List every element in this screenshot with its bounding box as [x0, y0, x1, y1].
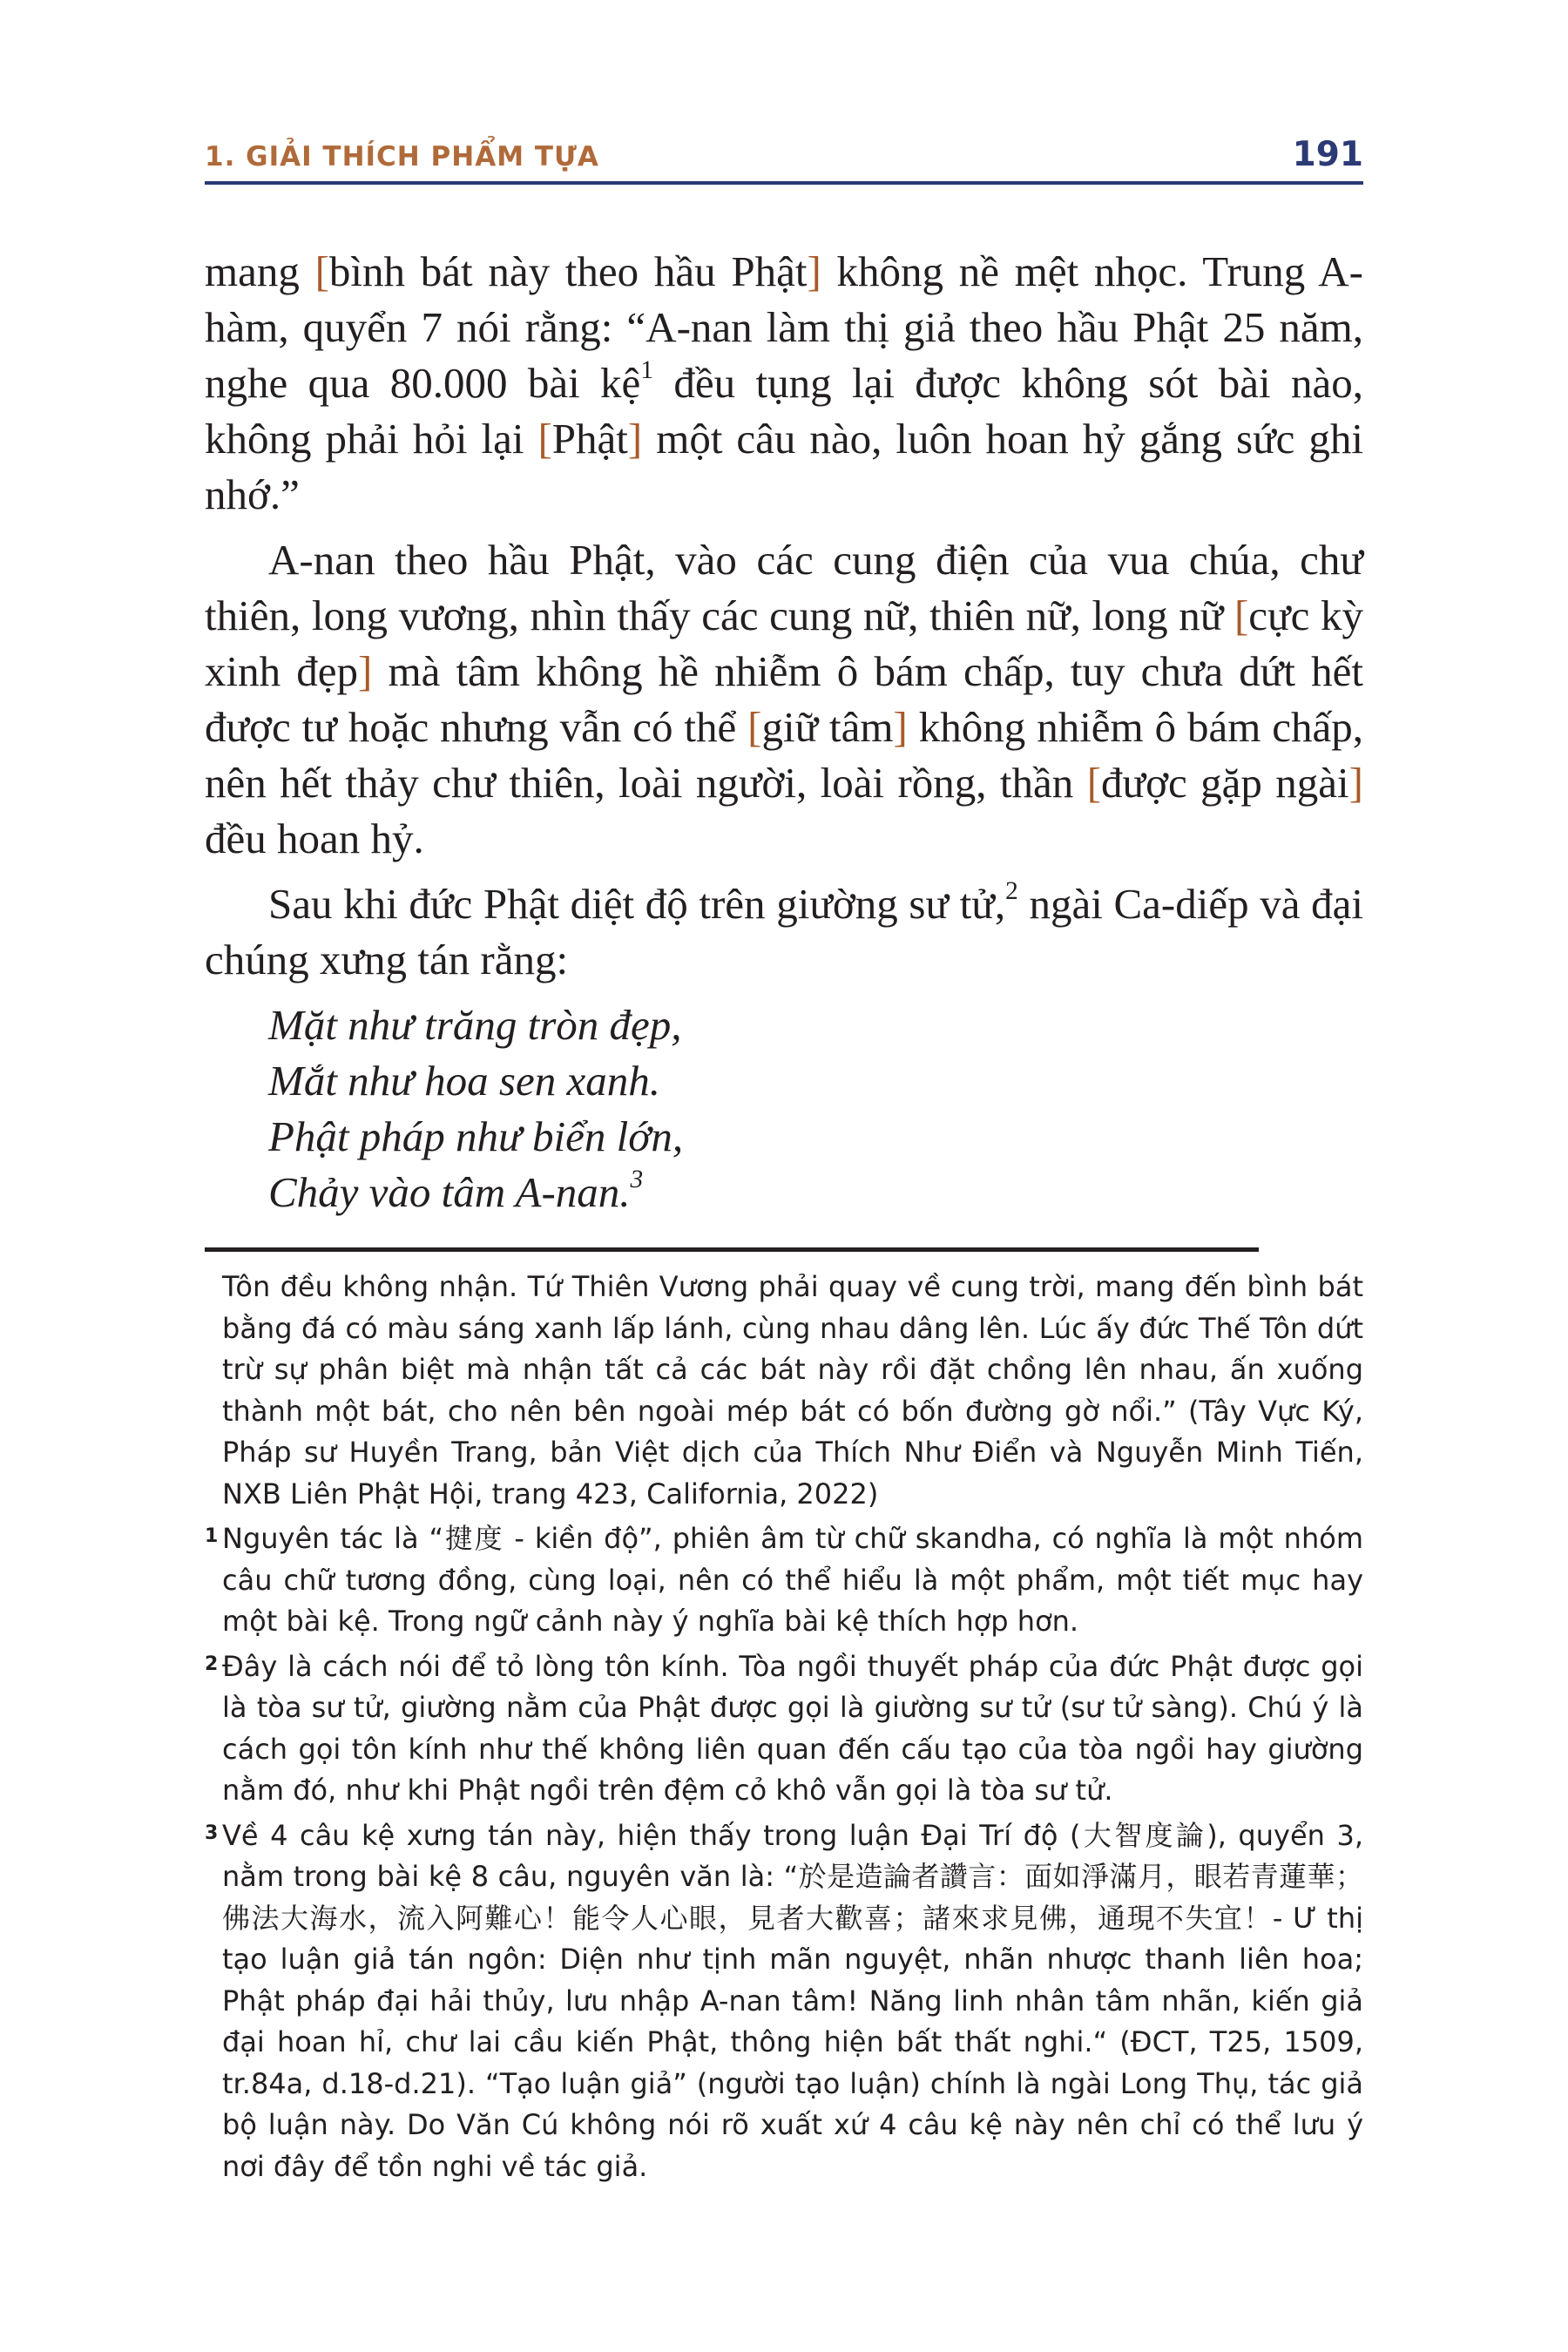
verse-line: Phật pháp như biển lớn,	[268, 1112, 684, 1160]
bracket: [	[1086, 759, 1102, 807]
bracket: [	[314, 247, 329, 295]
footnote-continued: Tôn đều không nhận. Tứ Thiên Vương phải quay về cung trời, mang đến bình bát bằng đá có màu sáng xanh lấp lánh, cùng nhau dâng lên. Lúc ấy đức Thế Tôn dứt trừ sự phân biệt mà nhận tất cả các bát này rồi đặt chồng lên nhau, ấn xuống thành một bát, cho nên bên ngoài mép bát có bốn đường gờ nổi.” (Tây Vực Ký, Pháp sư Huyền Trang, bản Việt dịch của Thích Như Điển và Nguyễn Minh Tiến, NXB Liên Phật Hội, trang 423, California, 2022)	[222, 1270, 1363, 1511]
footnote-3: 3 Về 4 câu kệ xưng tán này, hiện thấy trong luận Đại Trí độ (大智度論), quyển 3, nằm trong bài kệ 8 câu, nguyên văn là: “於是造論者讚言：面如淨滿月，眼若青蓮華；佛法大海水，流入阿難心！能令人心眼，見者大歡喜；諸來求見佛，通現不失宜！- Ư thị tạo luận giả tán ngôn: Diện như tịnh mãn nguyệt, nhãn nhược thanh liên hoa; Phật pháp đại hải thủy, lưu nhập A-nan tâm! Năng linh nhân tâm nhãn, kiến giả đại hoan hỉ, chư lai cầu kiến Phật, thông hiện bất thất nghi.“ (ĐCT, T25, 1509, tr.84a, d.18-d.21). “Tạo luận giả” (người tạo luận) chính là ngài Long Thụ, tác giả bộ luận này. Do Văn Cú không nói rõ xuất xứ 4 câu kệ này nên chỉ có thể lưu ý nơi đây để tồn nghi về tác giả.	[205, 1815, 1363, 2188]
bracket: [	[537, 415, 552, 463]
bracket: [	[1233, 591, 1249, 639]
footnote-1: 1 Nguyên tác là “揵度 - kiền độ”, phiên âm từ chữ skandha, có nghĩa là một nhóm câu chữ tương đồng, cùng loại, nên có thể hiểu là một phẩm, một tiết mục hay một bài kệ. Trong ngữ cảnh này ý nghĩa bài kệ thích hợp hơn.	[205, 1518, 1363, 1643]
bracket: ]	[358, 647, 373, 695]
footnote-divider	[205, 1247, 1259, 1252]
bracket: ]	[1348, 759, 1363, 807]
verse-line: Mặt như trăng tròn đẹp,	[268, 1001, 682, 1049]
page-number: 191	[1292, 135, 1363, 174]
paragraph-1: mang [bình bát này theo hầu Phật] không nề mệt nhọc. Trung A-hàm, quyển 7 nói rằng: “A-nan làm thị giả theo hầu Phật 25 năm, nghe qua 80.000 bài kệ$^1$ đều tụng lại được không sót bài nào, không phải hỏi lại [Phật] một câu nào, luôn hoan hỷ gắng sức ghi nhớ.”	[205, 247, 1364, 518]
paragraph-2: A-nan theo hầu Phật, vào các cung điện của vua chúa, chư thiên, long vương, nhìn thấy các cung nữ, thiên nữ, long nữ [cực kỳ xinh đẹp] mà tâm không hề nhiễm ô bám chấp, tuy chưa dứt hết được tư hoặc nhưng vẫn có thể [giữ tâm] không nhiễm ô bám chấp, nên hết thảy chư thiên, loài người, loài rồng, thần [được gặp ngài] đều hoan hỷ.	[205, 536, 1363, 862]
verse-line: Chảy vào tâm A-nan.$^3$	[268, 1165, 644, 1216]
footnotes	[205, 1267, 1363, 2191]
running-header	[205, 131, 1363, 185]
footnote-ref-3: 3	[630, 1165, 644, 1193]
footnote-marker: 3	[205, 1821, 219, 1844]
bracket: [	[747, 703, 762, 751]
verse-line: Mắt như hoa sen xanh.	[268, 1057, 660, 1105]
chapter-title: 1. GIẢI THÍCH PHẨM TỰA	[205, 141, 599, 172]
paragraph-3: Sau khi đức Phật diệt độ trên giường sư tử,$^2$ ngài Ca-diếp và đại chúng xưng tán rằng:	[205, 876, 1363, 983]
bracket: ]	[893, 703, 908, 751]
verse-block	[205, 997, 1363, 1220]
footnote-ref-2: 2	[1005, 876, 1018, 905]
bracket: ]	[627, 415, 643, 463]
main-text	[205, 244, 1363, 1220]
footnote-marker: 2	[205, 1652, 219, 1675]
footnote-marker: 1	[205, 1525, 219, 1547]
footnote-ref-1: 1	[640, 355, 654, 384]
bracket: ]	[807, 247, 821, 295]
footnote-2: 2 Đây là cách nói để tỏ lòng tôn kính. Tòa ngồi thuyết pháp của đức Phật được gọi là tòa sư tử, giường nằm của Phật được gọi là giường sư tử (sư tử sàng). Chú ý là cách gọi tôn kính như thế không liên quan đến cấu tạo của tòa ngồi hay giường nằm đó, như khi Phật ngồi trên đệm cỏ khô vẫn gọi là tòa sư tử.	[205, 1646, 1363, 1812]
